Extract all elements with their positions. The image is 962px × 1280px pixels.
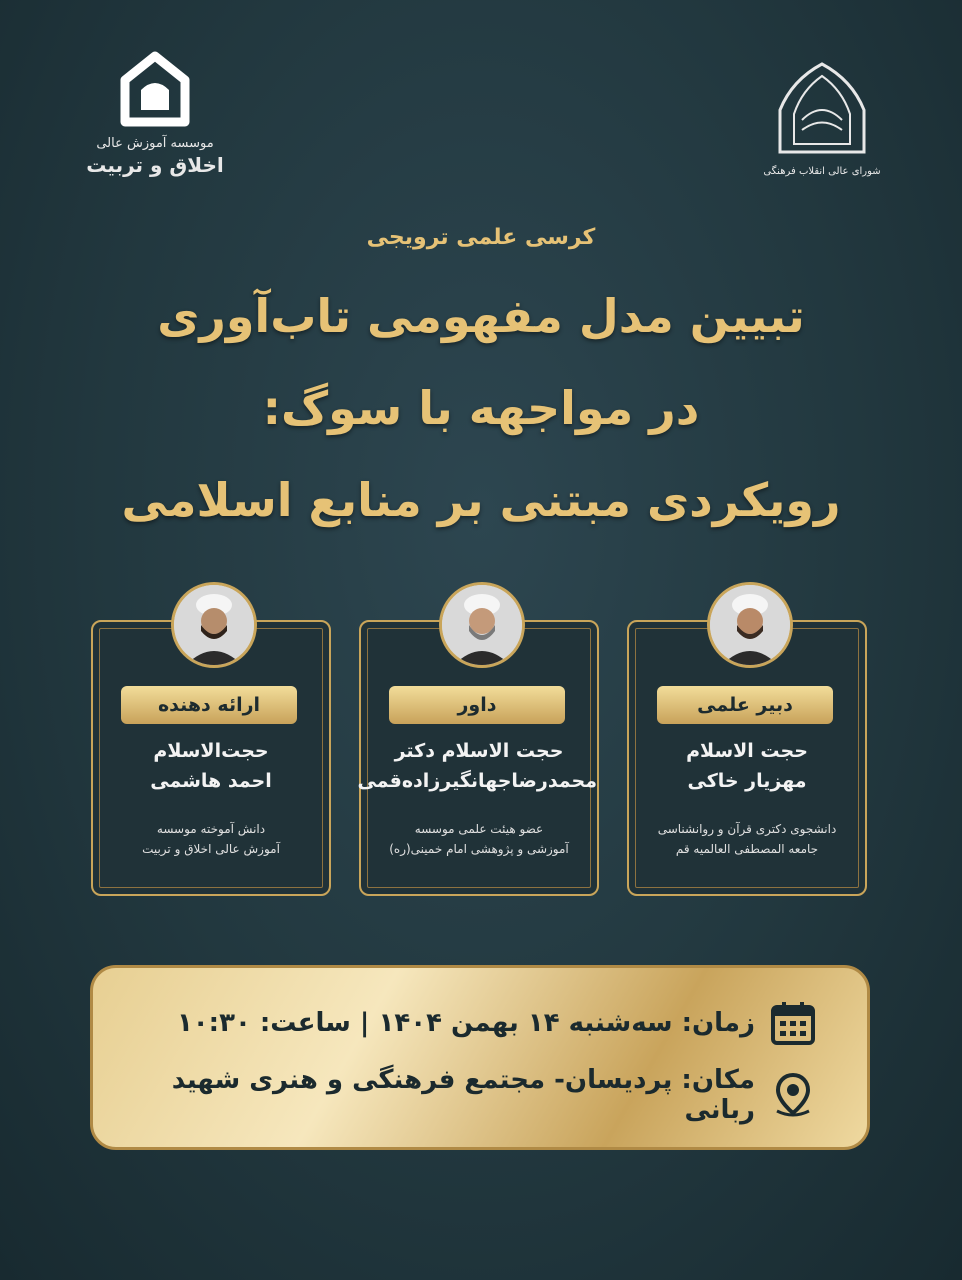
council-emblem-icon [772,60,872,160]
speaker-title: حجت‌الاسلام [153,740,269,762]
event-info-box [90,965,870,1150]
institute-name-line1: موسسه آموزش عالی [96,136,214,151]
calendar-icon [769,999,817,1047]
institute-name-line2: اخلاق و تربیت [86,153,224,177]
speaker-desc-line2: آموزش عالی اخلاق و تربیت [142,842,280,856]
event-place-row [133,1065,817,1125]
event-subtitle: کرسی علمی ترویجی [366,225,596,250]
speaker-photo [439,582,525,668]
speaker-photo [171,582,257,668]
speaker-desc-line1: عضو هیئت علمی موسسه [414,822,544,836]
speaker-card-secretary [627,620,867,896]
speaker-title: حجت الاسلام [686,740,808,762]
speaker-title: حجت الاسلام دکتر [394,740,564,762]
role-badge: دبیر علمی [657,686,833,724]
speaker-desc-line1: دانش آموخته موسسه [156,822,266,836]
council-name: شورای عالی انقلاب فرهنگی [763,166,881,177]
speaker-name: مهزیار خاکی [687,770,807,792]
person-avatar-icon [442,585,522,665]
event-time-row [133,993,817,1053]
speaker-name: احمد هاشمی [150,770,272,792]
speaker-name: محمدرضاجهانگیرزاده‌قمی [357,770,597,792]
institute-logo [80,50,230,190]
speaker-desc-line1: دانشجوی دکتری قرآن و روانشناسی [657,822,837,836]
event-time-text: زمان: سه‌شنبه ۱۴ بهمن ۱۴۰۴ | ساعت: ۱۰:۳۰ [176,1008,755,1038]
title-line-3: رویکردی مبتنی بر منابع اسلامی [121,473,841,527]
person-avatar-icon [710,585,790,665]
role-badge: داور [389,686,565,724]
council-logo [762,60,882,190]
speaker-card-presenter [91,620,331,896]
event-title [0,270,962,546]
speaker-photo [707,582,793,668]
location-pin-icon [769,1071,817,1119]
speaker-desc-line2: آموزشی و پژوهشی امام خمینی(ره) [389,842,569,856]
title-line-2: در مواجهه با سوگ: [262,381,700,435]
role-badge: ارائه دهنده [121,686,297,724]
mosque-dome-logo-icon [115,50,195,130]
speaker-card-judge [359,620,599,896]
event-place-text: مکان: پردیسان- مجتمع فرهنگی و هنری شهید ربانی [171,1065,755,1125]
person-avatar-icon [174,585,254,665]
title-line-1: تبیین مدل مفهومی تاب‌آوری [157,289,805,343]
speaker-desc-line2: جامعه المصطفی العالمیه قم [675,842,819,856]
